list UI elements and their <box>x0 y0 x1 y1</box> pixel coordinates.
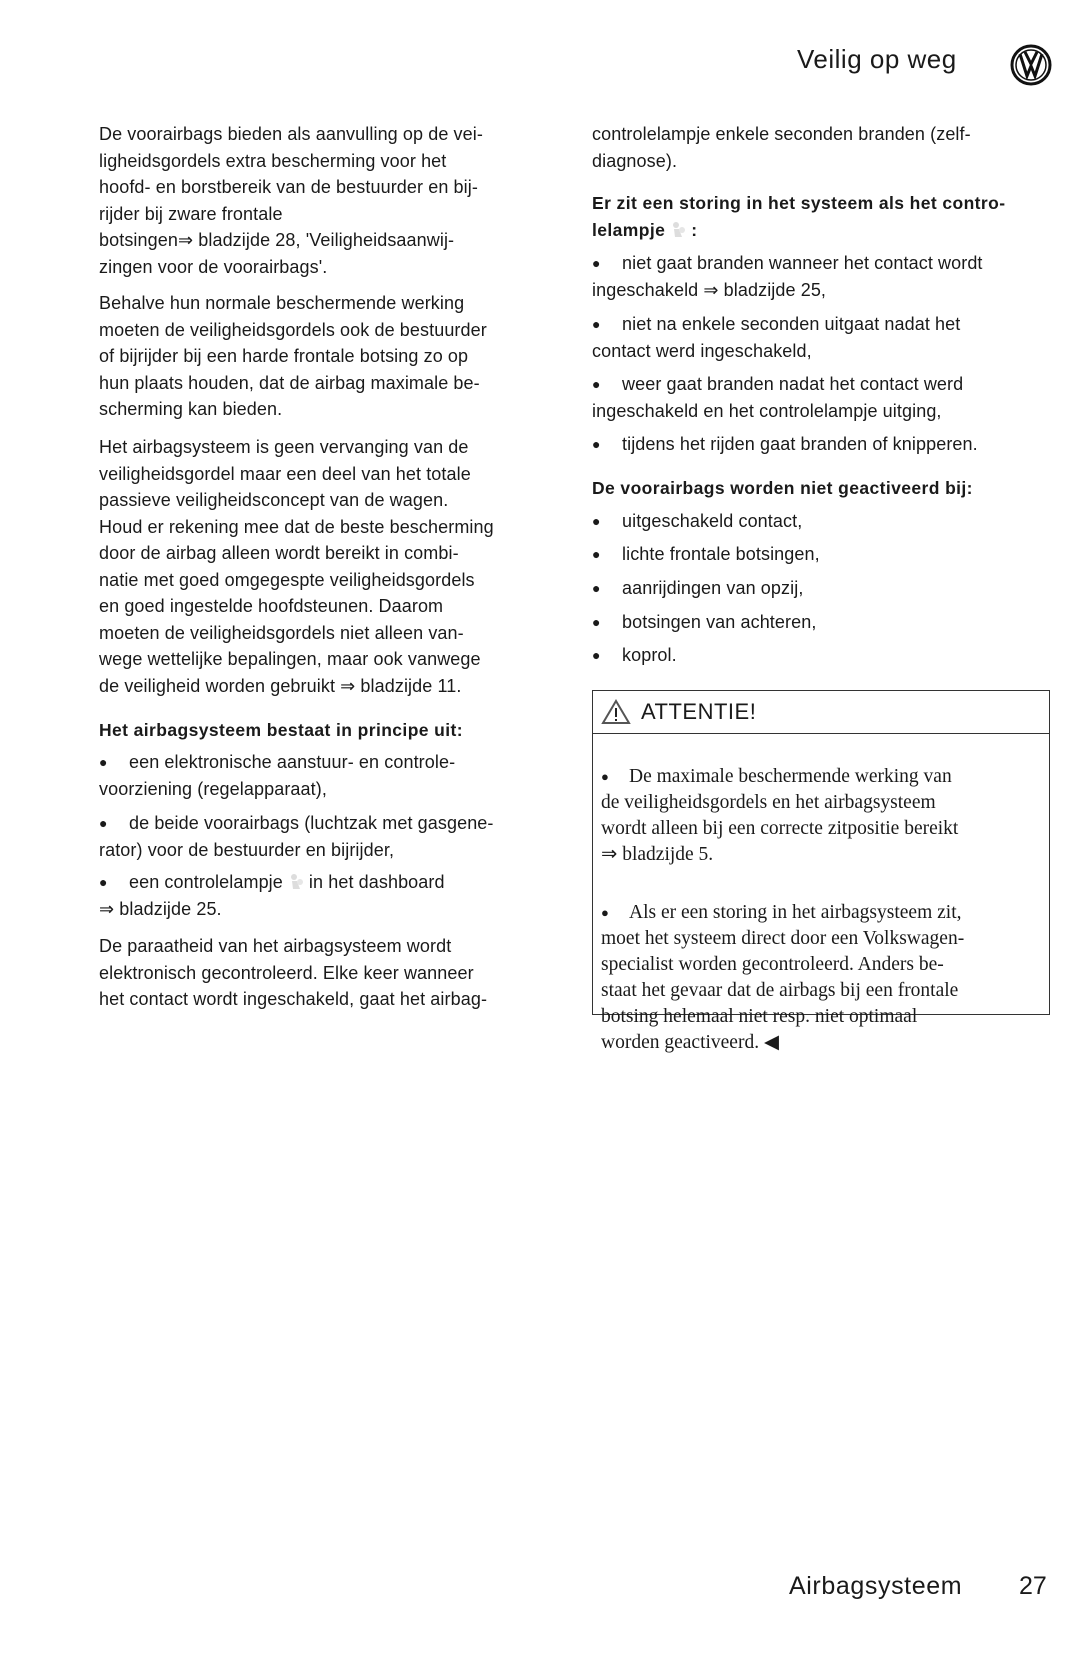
bullet: ● <box>592 376 601 392</box>
list-item-text: koprol. <box>622 645 677 665</box>
list-item-text: uitgeschakeld contact, <box>622 511 803 531</box>
airbag-warning-lamp-icon <box>289 873 303 891</box>
warning-item <box>601 900 1041 1056</box>
list-item <box>592 642 1052 669</box>
paragraph-intro: De voorairbags bieden als aanvulling op de vei- ligheidsgordels extra bescherming voor het hoofd- en borstbereik van de bestuurder en bij- rijder bij zware frontale botsingen⇒ bladzijde 28, 'Veiligheidsaanwij- zingen voor de voorairbags'. <box>99 124 483 277</box>
list-item-text: aanrijdingen van opzij, <box>622 578 804 598</box>
warning-item <box>601 764 1041 868</box>
paragraph-selfdiagnosis: controlelampje enkele seconden branden (zelf- diagnose). <box>592 124 971 171</box>
page-number: 27 <box>1019 1572 1047 1600</box>
list-item-text: een controlelampje <box>129 872 283 892</box>
vw-logo-icon <box>1010 44 1052 86</box>
end-mark-icon: ◀ <box>763 1032 779 1053</box>
list-item <box>592 541 1052 568</box>
list-item-text: tijdens het rijden gaat branden of knipperen. <box>622 434 978 454</box>
bullet: ● <box>601 905 609 920</box>
heading-text: Er zit een storing in het systeem als het contro- lelampje <box>592 193 1006 240</box>
bullet: ● <box>99 815 108 831</box>
list-item-text: botsingen van achteren, <box>622 612 817 632</box>
paragraph-system: Het airbagsysteem is geen vervanging van de veiligheidsgordel maar een deel van het totale passieve veiligheidsconcept van de wagen. Houd er rekening mee dat de beste bescherming door de airbag alleen wordt bereikt in combi- natie met goed omgegespte veiligheidsgordels en goed ingestelde hoofdsteunen. Daarom moeten de veiligheidsgordels niet alleen van- wege wettelijke bepalingen, maar ook vanwege de veiligheid worden gebruikt ⇒ bladzijde 11. <box>99 437 494 696</box>
warning-body <box>593 734 1049 1088</box>
heading-not-activated: De voorairbags worden niet geactiveerd bij: <box>592 478 973 498</box>
list-item-text: in het dashboard ⇒ bladzijde 25. <box>99 872 445 919</box>
airbag-warning-lamp-icon <box>671 221 685 239</box>
warning-triangle-icon <box>601 699 631 725</box>
heading-fault <box>592 190 1052 243</box>
warning-title: ATTENTIE! <box>641 699 757 724</box>
list-item <box>592 431 1052 458</box>
list-item-text: weer gaat branden nadat het contact werd ingeschakeld en het controlelampje uitging, <box>592 374 964 421</box>
warning-box <box>592 690 1050 1053</box>
list-item <box>592 609 1052 636</box>
heading-colon: : <box>691 219 698 240</box>
bullet: ● <box>99 754 108 770</box>
list-item-text: een elektronische aanstuur- en controle- voorziening (regelapparaat), <box>99 752 456 799</box>
list-item-text: niet gaat branden wanneer het contact wordt ingeschakeld ⇒ bladzijde 25, <box>592 253 983 300</box>
warning-header <box>593 691 1049 734</box>
bullet: ● <box>592 647 601 663</box>
bullet: ● <box>601 769 609 784</box>
list-item <box>592 371 1052 424</box>
list-item-text: niet na enkele seconden uitgaat nadat het contact werd ingeschakeld, <box>592 314 961 361</box>
list-item <box>99 810 559 863</box>
paragraph-readiness: De paraatheid van het airbagsysteem wordt elektronisch gecontroleerd. Elke keer wanneer het contact wordt ingeschakeld, gaat het airbag- <box>99 936 488 1009</box>
warning-item-text: Als er een storing in het airbagsysteem zit, moet het systeem direct door een Volkswagen- specialist worden gecontroleerd. Anders be- staat het gevaar dat de airbags bij een frontale botsing helemaal niet resp. niet optimaal worden geactiveerd. <box>601 902 965 1053</box>
bullet: ● <box>592 580 601 596</box>
bullet: ● <box>99 874 108 890</box>
paragraph-belts: Behalve hun normale beschermende werking moeten de veiligheidsgordels ook de bestuurder of bijrijder bij een harde frontale botsing zo op hun plaats houden, dat de airbag maximale be- scherming kan bieden. <box>99 293 487 419</box>
bullet: ● <box>592 436 601 452</box>
bullet: ● <box>592 546 601 562</box>
bullet: ● <box>592 614 601 630</box>
bullet: ● <box>592 513 601 529</box>
bullet: ● <box>592 255 601 271</box>
list-item-text: lichte frontale botsingen, <box>622 544 820 564</box>
list-item <box>592 575 1052 602</box>
list-item <box>99 869 559 922</box>
list-item <box>99 749 559 802</box>
list-item <box>592 508 1052 535</box>
list-item <box>592 250 1052 303</box>
footer-section-title: Airbagsysteem <box>789 1572 963 1600</box>
warning-item-text: De maximale beschermende werking van de veiligheidsgordels en het airbagsysteem wordt alleen bij een correcte zitpositie bereikt ⇒ bladzijde 5. <box>601 766 959 865</box>
bullet: ● <box>592 316 601 332</box>
list-item-text: de beide voorairbags (luchtzak met gasgene- rator) voor de bestuurder en bijrijder, <box>99 813 494 860</box>
heading-components: Het airbagsysteem bestaat in principe uit: <box>99 720 463 740</box>
page-header-title: Veilig op weg <box>797 44 957 74</box>
list-item <box>592 311 1052 364</box>
